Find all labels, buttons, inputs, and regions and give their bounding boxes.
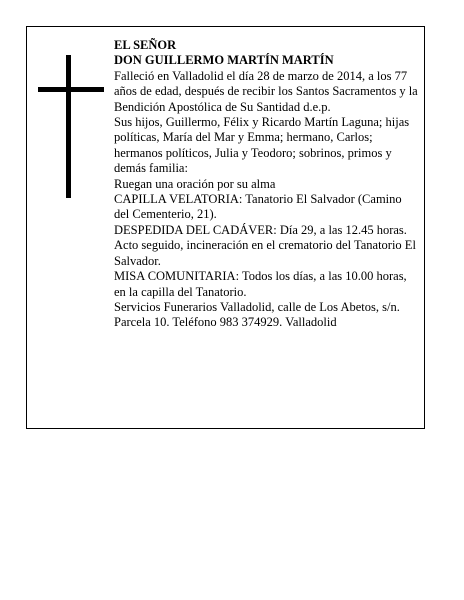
prayer-request: Ruegan una oración por su alma [114,176,276,191]
funeral-services-info: Servicios Funerarios Valladolid, calle de Los Abetos, s/n. Parcela 10. Teléfono 983 374929. Valladolid [114,299,400,330]
wake-chapel-info: CAPILLA VELATORIA: Tanatorio El Salvador (Camino del Cementerio, 21). [114,192,402,222]
mass-info: MISA COMUNITARIA: Todos los días, a las 10.00 horas, en la capilla del Tanatorio. [114,269,407,299]
family-list: Sus hijos, Guillermo, Félix y Ricardo Martín Laguna; hijas políticas, María del Mar y Emma; hermano, Carlos; hermanos políticos, Julia y Teodoro; sobrinos, primos y demás familia: [114,115,410,176]
cross-vertical-bar [66,55,71,198]
notice-heading-title: EL SEÑOR [114,38,177,52]
obituary-text [114,38,419,331]
death-announcement: Falleció en Valladolid el día 28 de marzo de 2014, a los 77 años de edad, después de recibir los Santos Sacramentos y la Bendición Apostólica de Su Santidad d.e.p. [114,68,418,114]
obituary-notice [26,26,425,429]
cross-icon [38,55,104,198]
cross-horizontal-bar [38,87,104,92]
farewell-info: DESPEDIDA DEL CADÁVER: Día 29, a las 12.45 horas. Acto seguido, incineración en el crematorio del Tanatorio El Salvador. [114,222,416,268]
notice-heading-name: DON GUILLERMO MARTÍN MARTÍN [114,53,334,68]
